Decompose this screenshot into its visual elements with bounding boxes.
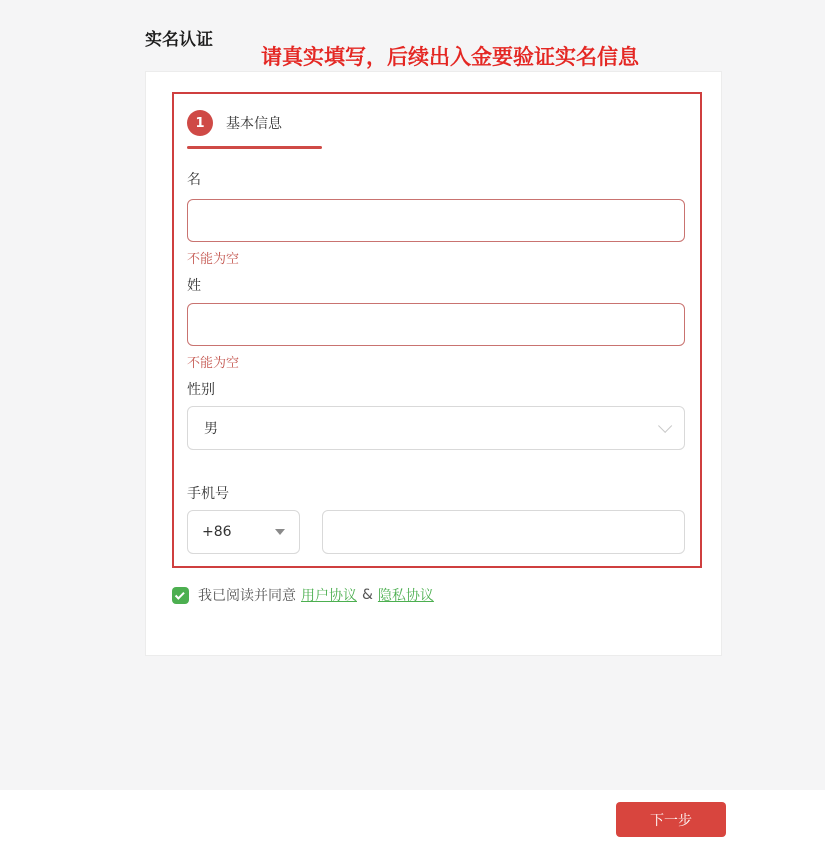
step-label: 基本信息 xyxy=(226,116,282,132)
privacy-agreement-link[interactable]: 隐私协议 xyxy=(377,588,434,604)
basic-info-section xyxy=(172,92,702,568)
agreement-checkbox[interactable] xyxy=(172,587,189,604)
country-code-select[interactable] xyxy=(187,510,300,554)
agreement-text: 我已阅读并同意 xyxy=(198,588,296,604)
step-active-underline xyxy=(187,146,322,149)
first-name-input[interactable] xyxy=(187,199,685,242)
footer-bar xyxy=(0,790,825,849)
step-number-badge: 1 xyxy=(187,110,213,136)
page-title: 实名认证 xyxy=(145,30,213,50)
phone-label: 手机号 xyxy=(187,486,229,502)
last-name-label: 姓 xyxy=(187,278,201,294)
country-code-value: +86 xyxy=(202,524,232,540)
caret-down-icon xyxy=(275,529,285,535)
next-step-button[interactable]: 下一步 xyxy=(616,802,726,837)
user-agreement-link[interactable]: 用户协议 xyxy=(301,588,357,604)
chevron-down-icon xyxy=(658,419,672,433)
phone-row xyxy=(187,510,687,554)
last-name-input[interactable] xyxy=(187,303,685,346)
last-name-error: 不能为空 xyxy=(187,356,240,371)
agreement-row xyxy=(172,585,721,605)
agreement-separator: & xyxy=(362,587,373,603)
warning-banner: 请真实填写，后续出入金要验证实名信息 xyxy=(261,45,639,69)
first-name-label: 名 xyxy=(187,172,201,188)
check-icon xyxy=(175,589,185,599)
gender-select[interactable] xyxy=(187,406,685,450)
verification-card xyxy=(145,71,722,656)
gender-label: 性别 xyxy=(187,382,215,398)
step-indicator xyxy=(187,110,687,136)
phone-number-input[interactable] xyxy=(322,510,685,554)
gender-selected-value: 男 xyxy=(204,421,218,437)
first-name-error: 不能为空 xyxy=(187,252,240,267)
